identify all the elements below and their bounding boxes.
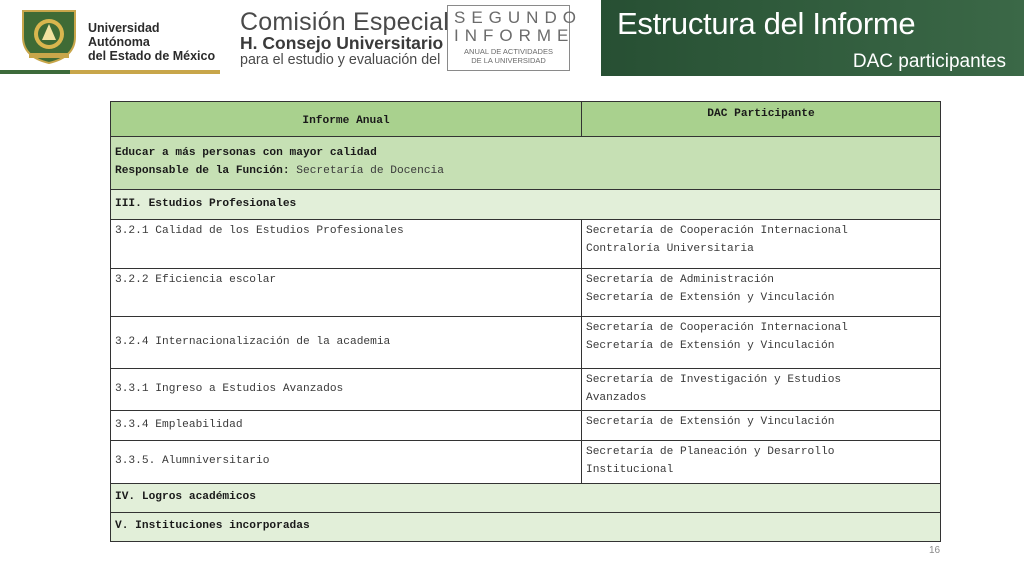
informe-line3: ANUAL DE ACTIVIDADES	[464, 47, 553, 56]
title-band	[601, 0, 1024, 76]
dac-line: Secretaría de Cooperación Internacional	[586, 225, 848, 237]
responsible-label: Responsable de la Función:	[115, 164, 290, 177]
section-row	[111, 137, 941, 190]
table-row	[111, 269, 941, 317]
section-cell	[111, 137, 941, 190]
table-cell-item: 3.3.4 Empleabilidad	[111, 411, 582, 441]
group-title: IV. Logros académicos	[111, 484, 941, 513]
table-cell-dac	[582, 441, 941, 484]
dac-line: Secretaría de Extensión y Vinculación	[586, 339, 835, 352]
group-row	[111, 190, 941, 220]
page-number: 16	[929, 545, 941, 556]
table-cell-dac	[582, 269, 941, 317]
group-row	[111, 513, 941, 542]
group-title: V. Instituciones incorporadas	[111, 513, 941, 542]
university-logo-block	[0, 0, 220, 76]
table-cell-item: 3.2.4 Internacionalización de la academia	[111, 317, 582, 369]
university-name-line2: del Estado de México	[88, 49, 216, 63]
section-title: Educar a más personas con mayor calidad	[115, 147, 377, 159]
col-header-informe: Informe Anual	[111, 102, 582, 137]
table-cell-item: 3.2.2 Eficiencia escolar	[111, 269, 582, 317]
comision-subtitle2: para el estudio y evaluación del	[240, 52, 441, 68]
dac-line: Secretaría de Extensión y Vinculación	[586, 416, 835, 428]
dac-line: Secretaría de Investigación y Estudios	[586, 374, 842, 386]
table-cell-item: 3.2.1 Calidad de los Estudios Profesionales	[111, 220, 582, 269]
table-cell-dac	[582, 369, 941, 411]
responsible-value: Secretaría de Docencia	[296, 164, 444, 177]
table-cell-item: 3.3.1 Ingreso a Estudios Avanzados	[111, 369, 582, 411]
informe-line4: DE LA UNIVERSIDAD	[471, 56, 546, 65]
informe-line2: INFORME	[454, 26, 575, 45]
table-cell-dac	[582, 411, 941, 441]
table-row	[111, 411, 941, 441]
table-row	[111, 369, 941, 411]
dac-line: Secretaría de Planeación y Desarrollo	[586, 446, 835, 458]
dac-line: Institucional	[586, 463, 674, 476]
table-row	[111, 220, 941, 269]
dac-table	[110, 101, 941, 542]
informe-line1: SEGUNDO	[454, 8, 582, 27]
col-header-dac: DAC Participante	[582, 102, 941, 137]
table-header-row	[111, 102, 941, 137]
group-row	[111, 484, 941, 513]
page-subtitle: DAC participantes	[852, 51, 1006, 72]
university-name-line1: Universidad Autónoma	[88, 21, 160, 49]
table-cell-item: 3.3.5. Alumniversitario	[111, 441, 582, 484]
comision-title: Comisión Especial	[240, 8, 450, 36]
university-shield-icon	[17, 7, 81, 65]
group-title: III. Estudios Profesionales	[111, 190, 941, 220]
university-name	[88, 21, 220, 63]
table-cell-dac	[582, 317, 941, 369]
page-title: Estructura del Informe	[617, 6, 916, 41]
segundo-informe-logo	[447, 5, 582, 71]
dac-line: Avanzados	[586, 391, 647, 404]
table-cell-dac	[582, 220, 941, 269]
dac-line: Secretaría de Administración	[586, 274, 774, 286]
comision-subtitle: H. Consejo Universitario	[240, 33, 444, 53]
table-row	[111, 441, 941, 484]
logo-underline-accent	[0, 70, 70, 74]
dac-line: Contraloría Universitaria	[586, 242, 754, 255]
comision-logo	[240, 10, 449, 68]
dac-line: Secretaría de Extensión y Vinculación	[586, 291, 835, 304]
dac-line: Secretaría de Cooperación Internacional	[586, 322, 848, 334]
table-row	[111, 317, 941, 369]
